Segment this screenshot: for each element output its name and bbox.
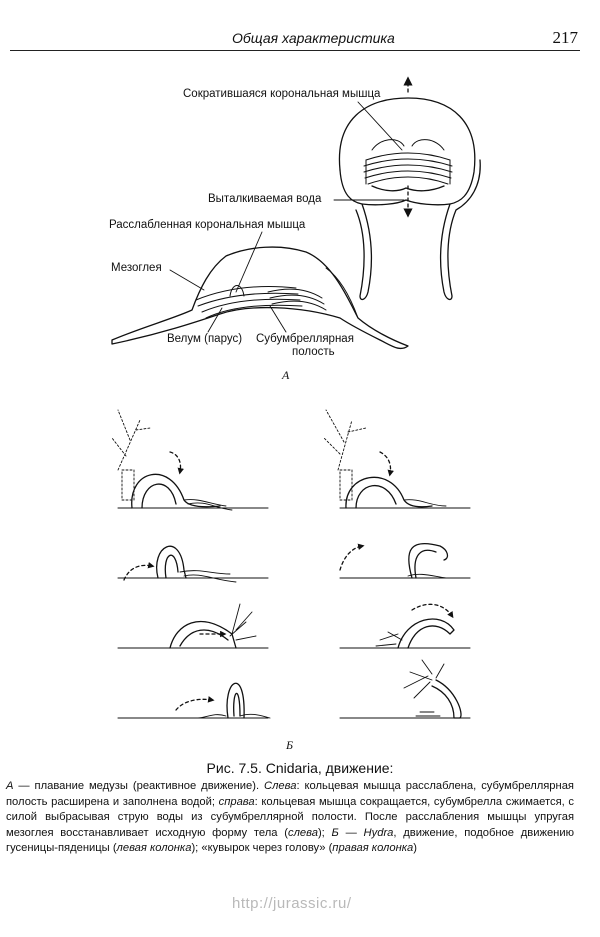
caption-run: Слева <box>264 780 297 792</box>
caption-run: ); «кувырок через голову» ( <box>191 842 333 855</box>
caption-run: А <box>6 780 14 792</box>
caption-run: : кольцевая мышца сокращается, субумбрелла сжимается, с силой выбрасывая струю воды из субумбреллярной полости. После расслабления мышцы упругая мезоглея восстанавливает исходную форму тела ( <box>6 795 574 839</box>
caption-run: справа <box>218 795 255 808</box>
label-velum: Велум (парус) <box>167 333 243 345</box>
caption-run: : кольцевая мышца расслаблена, субумбреллярная полость расширена и заполнена водой; <box>6 780 574 808</box>
label-expelled-water: Выталкиваемая вода <box>208 193 322 205</box>
caption-run: Hydra <box>363 826 394 839</box>
caption-run: ) <box>413 842 417 855</box>
label-subumbrella-line1: Субумбреллярная <box>256 333 354 345</box>
label-relaxed-muscle: Расслабленная корональная мышца <box>109 219 306 231</box>
label-contracted-muscle: Сократившаяся корональная мышца <box>183 88 381 100</box>
caption-run: слева <box>288 826 318 839</box>
caption-run: , движение, подобное движению гусеницы-пяденицы ( <box>6 826 575 855</box>
contracted-medusa-drawing <box>339 80 480 299</box>
caption-run: — <box>338 826 364 839</box>
panel-letter-a: А <box>282 368 290 382</box>
caption-run: ); <box>317 826 332 839</box>
panel-letter-b: Б <box>286 738 294 752</box>
watermark: http://jurassic.ru/ <box>232 895 352 912</box>
label-mesoglea: Мезоглея <box>111 262 162 274</box>
caption-run: правая колонка <box>332 842 414 855</box>
figure-caption-title: Рис. 7.5. Cnidaria, движение: <box>206 760 394 776</box>
page-number: 217 <box>552 28 578 47</box>
hydra-movement-drawings <box>112 410 470 718</box>
caption-run: Б <box>331 826 339 839</box>
running-title: Общая характеристика <box>232 30 395 46</box>
figure-caption-body <box>6 779 574 857</box>
caption-run: левая колонка <box>116 842 192 855</box>
label-subumbrella-line2: полость <box>292 346 335 358</box>
caption-run: — плавание медузы (реактивное движение). <box>13 780 265 792</box>
